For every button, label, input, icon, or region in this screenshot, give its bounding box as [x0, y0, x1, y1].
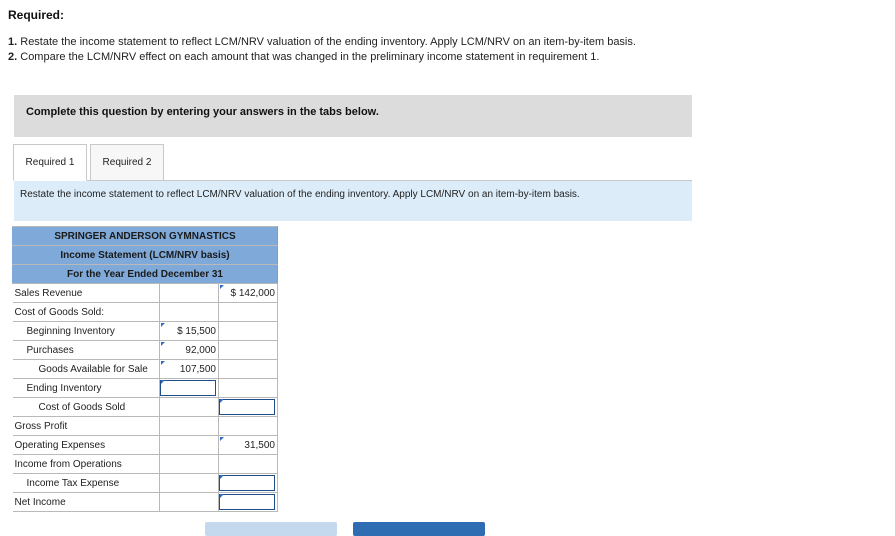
net-income-col1-cell: [160, 493, 219, 512]
cogs-header-col1-cell: [160, 303, 219, 322]
table-row: [13, 303, 278, 322]
income-statement-table: [12, 226, 278, 512]
required-heading: Required:: [8, 8, 65, 22]
goods-available-col2-cell: [219, 360, 278, 379]
row-label-sales-revenue: Sales Revenue: [13, 284, 160, 303]
table-row: [13, 474, 278, 493]
cell-marker-icon: [220, 437, 224, 441]
instruction-1-text: Restate the income statement to reflect LCM/NRV valuation of the ending inventory. Apply LCM/NRV on an item-by-item basis.: [20, 36, 636, 48]
cell-marker-icon: [161, 380, 165, 384]
instruction-2-number: 2.: [8, 51, 18, 63]
beginning-inventory-value: $ 15,500: [160, 322, 219, 341]
cost-of-goods-sold-input[interactable]: [219, 399, 275, 415]
table-row: [13, 284, 278, 303]
cell-marker-icon: [161, 361, 165, 365]
sales-revenue-value: $ 142,000: [219, 284, 278, 303]
tab-instruction-box: Restate the income statement to reflect LCM/NRV valuation of the ending inventory. Apply LCM/NRV on an item-by-item basis.: [14, 181, 692, 221]
goods-available-value: 107,500: [160, 360, 219, 379]
cell-marker-icon: [220, 494, 224, 498]
net-income-input[interactable]: [219, 494, 275, 510]
cell-marker-icon: [220, 475, 224, 479]
instruction-1-number: 1.: [8, 36, 18, 48]
beginning-inventory-col2-cell: [219, 322, 278, 341]
table-row: [13, 493, 278, 512]
table-row: [13, 379, 278, 398]
instruction-1: [8, 36, 636, 48]
ending-inventory-col2-cell: [219, 379, 278, 398]
row-label-ending-inventory: Ending Inventory: [13, 379, 160, 398]
gross-profit-col2-cell: [219, 417, 278, 436]
table-row: [13, 417, 278, 436]
row-label-income-from-operations: Income from Operations: [13, 455, 160, 474]
row-label-cost-of-goods-sold-header: Cost of Goods Sold:: [13, 303, 160, 322]
cost-of-goods-sold-col1-cell: [160, 398, 219, 417]
table-row: [13, 360, 278, 379]
row-label-income-tax-expense: Income Tax Expense: [13, 474, 160, 493]
income-tax-expense-input[interactable]: [219, 475, 275, 491]
statement-header-company-row: [13, 227, 278, 246]
row-label-gross-profit: Gross Profit: [13, 417, 160, 436]
cell-marker-icon: [220, 285, 224, 289]
row-label-purchases: Purchases: [13, 341, 160, 360]
cell-marker-icon: [161, 342, 165, 346]
statement-period: For the Year Ended December 31: [13, 265, 278, 284]
purchases-value: 92,000: [160, 341, 219, 360]
previous-tab-button[interactable]: [205, 522, 337, 536]
row-label-net-income: Net Income: [13, 493, 160, 512]
income-tax-expense-col1-cell: [160, 474, 219, 493]
income-from-operations-col1-cell: [160, 455, 219, 474]
cogs-header-col2-cell: [219, 303, 278, 322]
tab-required-1[interactable]: Required 1: [13, 144, 87, 181]
cell-marker-icon: [161, 323, 165, 327]
row-label-operating-expenses: Operating Expenses: [13, 436, 160, 455]
statement-company-name: SPRINGER ANDERSON GYMNASTICS: [13, 227, 278, 246]
income-tax-expense-cell: [219, 474, 278, 493]
cost-of-goods-sold-cell: [219, 398, 278, 417]
cell-marker-icon: [220, 399, 224, 403]
table-row: [13, 322, 278, 341]
statement-header-period-row: [13, 265, 278, 284]
instruction-2-text: Compare the LCM/NRV effect on each amount that was changed in the preliminary income statement in requirement 1.: [20, 51, 600, 63]
next-tab-button[interactable]: [353, 522, 485, 536]
instruction-2: [8, 51, 599, 63]
table-row: [13, 455, 278, 474]
row-label-beginning-inventory: Beginning Inventory: [13, 322, 160, 341]
ending-inventory-cell: [160, 379, 219, 398]
gross-profit-col1-cell: [160, 417, 219, 436]
table-row: [13, 341, 278, 360]
tab-required-2[interactable]: Required 2: [90, 144, 164, 181]
statement-header-title-row: [13, 246, 278, 265]
income-from-operations-col2-cell: [219, 455, 278, 474]
ending-inventory-input[interactable]: [160, 380, 216, 396]
table-row: [13, 436, 278, 455]
operating-expenses-col1-cell: [160, 436, 219, 455]
net-income-cell: [219, 493, 278, 512]
statement-title: Income Statement (LCM/NRV basis): [13, 246, 278, 265]
row-label-cost-of-goods-sold: Cost of Goods Sold: [13, 398, 160, 417]
table-row: [13, 398, 278, 417]
purchases-col2-cell: [219, 341, 278, 360]
row-label-goods-available-for-sale: Goods Available for Sale: [13, 360, 160, 379]
sales-revenue-col1-cell: [160, 284, 219, 303]
instruction-banner: Complete this question by entering your answers in the tabs below.: [14, 95, 692, 137]
operating-expenses-value: 31,500: [219, 436, 278, 455]
